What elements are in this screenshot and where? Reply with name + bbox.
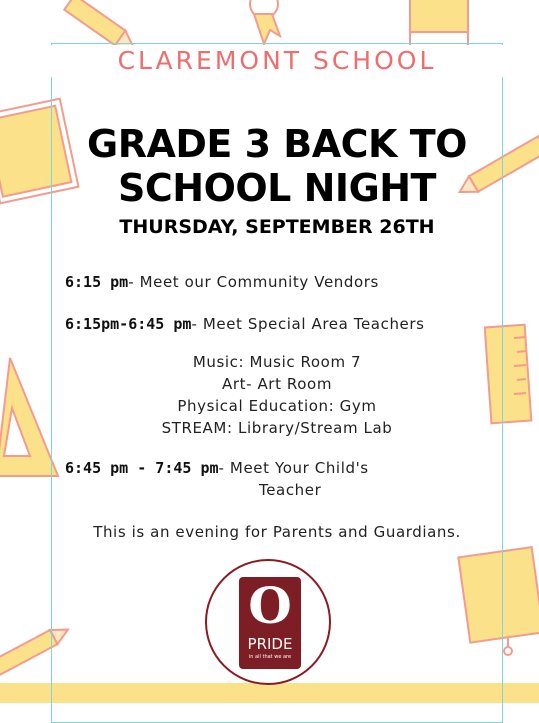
area-stream: STREAM: Library/Stream Lab — [161, 419, 393, 437]
schedule-item-special-area — [65, 314, 425, 334]
schedule-desc-continued: Teacher — [259, 481, 322, 499]
title-line-1: GRADE 3 BACK TO — [87, 122, 467, 166]
schedule-time: 6:15 pm — [65, 273, 129, 291]
schedule-item-vendors — [65, 272, 379, 292]
schedule-desc: - Meet our Community Vendors — [128, 273, 379, 291]
schedule-desc: - Meet Your Child's — [218, 459, 369, 477]
ribbon-award-icon — [234, 0, 300, 46]
logo-word: PRIDE — [247, 635, 293, 653]
schedule-time: 6:45 pm - 7:45 pm — [65, 459, 219, 477]
schedule-desc: - Meet Special Area Teachers — [191, 315, 425, 333]
schedule-time: 6:15pm-6:45 pm — [65, 315, 192, 333]
area-art: Art- Art Room — [221, 375, 333, 393]
logo-badge — [239, 577, 301, 669]
audience-note: This is an evening for Parents and Guardians. — [93, 523, 461, 541]
title-line-2: SCHOOL NIGHT — [118, 166, 436, 210]
event-title — [60, 122, 494, 210]
area-music: Music: Music Room 7 — [192, 353, 362, 371]
school-name: CLAREMONT SCHOOL — [51, 45, 503, 77]
schedule-item-child-teacher — [65, 458, 369, 478]
area-pe: Physical Education: Gym — [177, 397, 377, 415]
logo-letter: O — [248, 576, 292, 635]
logo-tagline: in all that we are — [248, 654, 292, 660]
school-logo — [205, 559, 331, 685]
event-date: THURSDAY, SEPTEMBER 26TH — [119, 216, 435, 238]
